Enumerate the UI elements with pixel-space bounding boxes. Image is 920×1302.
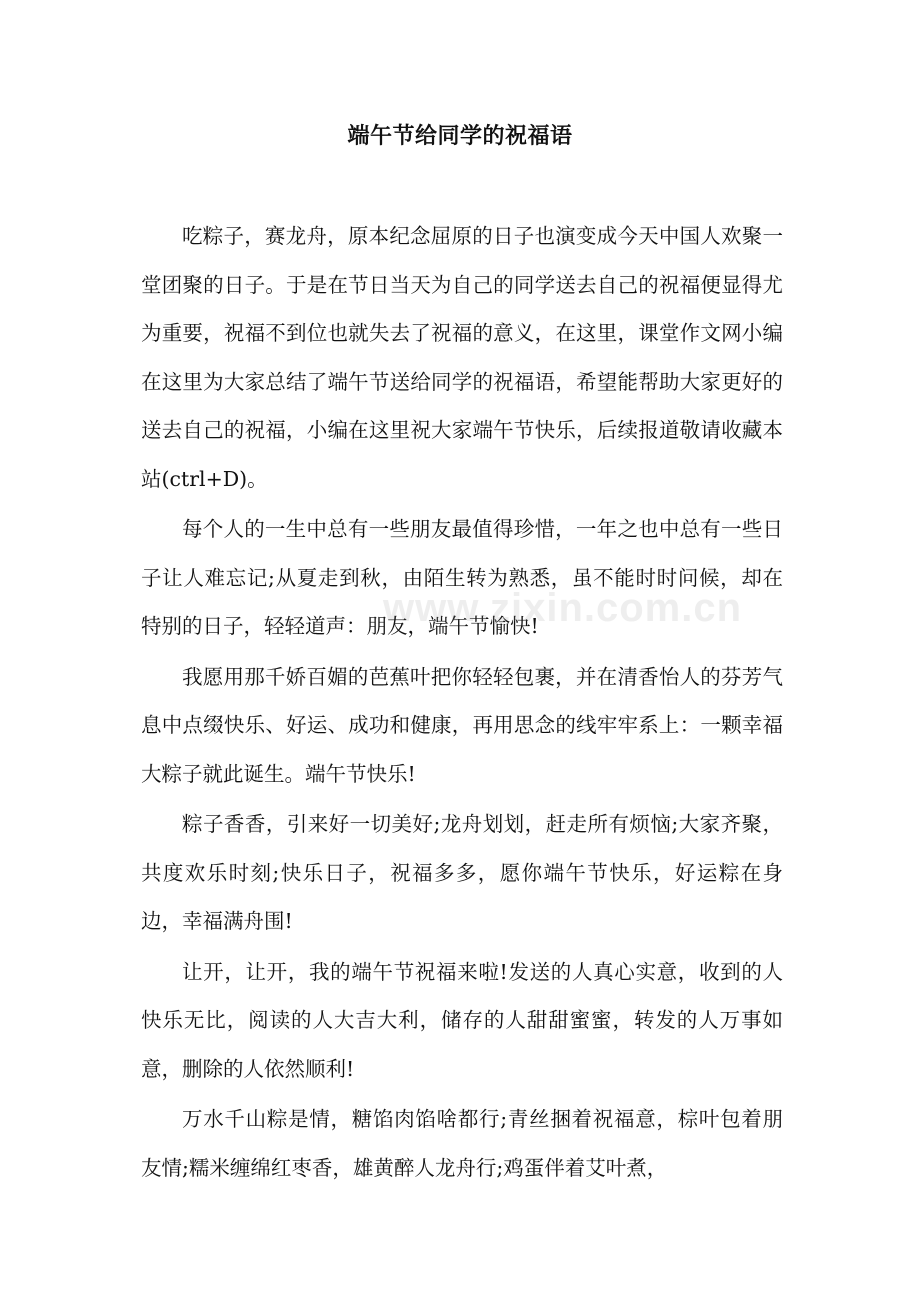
watermark: www.zixin.com.cn [383,586,743,630]
document-title: 端午节给同学的祝福语 [347,123,573,149]
paragraph-wish-3: 粽子香香，引来好一切美好;龙舟划划，赶走所有烦恼;大家齐聚，共度欢乐时刻;快乐日子，祝福多多，愿你端午节快乐，好运粽在身边，幸福满舟围! [141,812,783,933]
document-body [141,212,783,1194]
paragraph-wish-2: 我愿用那千娇百媚的芭蕉叶把你轻轻包裹，并在清香怡人的芬芳气息中点缀快乐、好运、成功和健康，再用思念的线牢牢系上：一颗幸福大粽子就此诞生。端午节快乐! [141,664,783,786]
paragraph-wish-4: 让开，让开，我的端午节祝福来啦!发送的人真心实意，收到的人快乐无比，阅读的人大吉大利，储存的人甜甜蜜蜜，转发的人万事如意，删除的人依然顺利! [141,959,783,1081]
paragraph-intro: 吃粽子，赛龙舟，原本纪念屈原的日子也演变成今天中国人欢聚一堂团聚的日子。于是在节日当天为自己的同学送去自己的祝福便显得尤为重要，祝福不到位也就失去了祝福的意义，在这里，课堂作文网小编在这里为大家总结了端午节送给同学的祝福语，希望能帮助大家更好的送去自己的祝福，小编在这里祝大家端午节快乐，后续报道敬请收藏本站(ctrl+D)。 [141,224,783,491]
paragraph-wish-5: 万水千山粽是情，糖馅肉馅啥都行;青丝捆着祝福意，棕叶包着朋友情;糯米缠绵红枣香，雄黄醉人龙舟行;鸡蛋伴着艾叶煮， [141,1107,783,1180]
paragraph-wish-1: 每个人的一生中总有一些朋友最值得珍惜，一年之也中总有一些日子让人难忘记;从夏走到秋，由陌生转为熟悉，虽不能时时问候，却在特别的日子，轻轻道声：朋友，端午节愉快! [141,517,783,638]
